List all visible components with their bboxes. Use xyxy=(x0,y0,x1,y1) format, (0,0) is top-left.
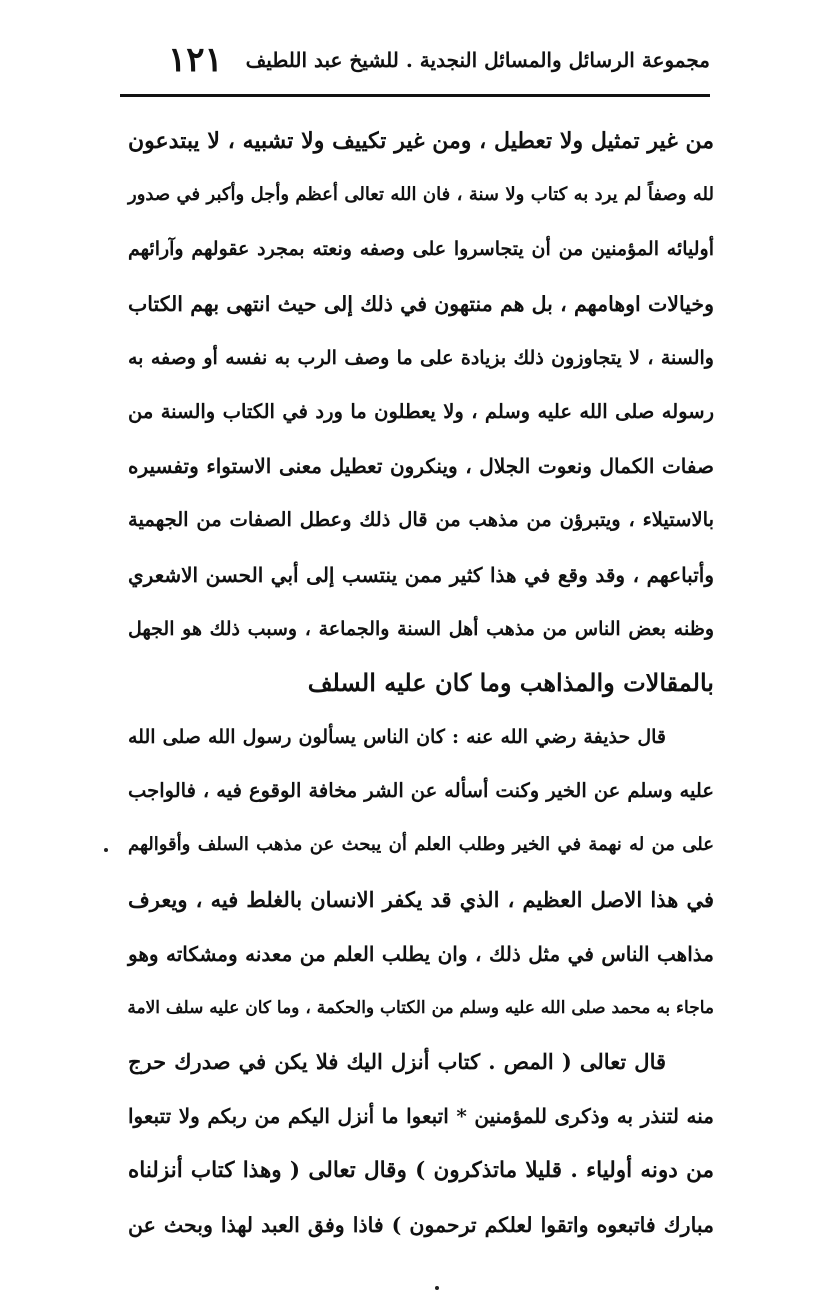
paragraph-3 xyxy=(128,1035,714,1252)
text-line: قال تعالى ( المص . كتاب أنزل اليك فلا يكن في صدرك حرج xyxy=(128,1049,666,1075)
text-line: منه لتنذر به وذكرى للمؤمنين * اتبعوا ما أنزل اليكم من ربكم ولا تتبعوا xyxy=(128,1104,714,1129)
text-line: على من له نهمة في الخير وطلب العلم أن يبحث عن مذهب السلف وأقوالهم xyxy=(128,834,714,856)
text-line: بالمقالات والمذاهب وما كان عليه السلف xyxy=(307,667,714,697)
text-line: من دونه أولياء . قليلا ماتذكرون ) وقال تعالى ( وهذا كتاب أنزلناه xyxy=(128,1157,714,1183)
paragraph-2 xyxy=(128,710,714,1035)
text-line: مذاهب الناس في مثل ذلك ، وان يطلب العلم من معدنه ومشكاته وهو xyxy=(128,941,714,966)
text-line: صفات الكمال ونعوت الجلال ، وينكرون تعطيل معنى الاستواء وتفسيره xyxy=(128,454,714,479)
print-speck xyxy=(435,1286,439,1290)
text-line: رسوله صلى الله عليه وسلم ، ولا يعطلون ما ورد في الكتاب والسنة من xyxy=(128,399,714,423)
text-line: لله وصفاً لم يرد به كتاب ولا سنة ، فان الله تعالى أعظم وأجل وأكبر في صدور xyxy=(128,184,714,206)
running-head: مجموعة الرسائل والمسائل النجدية . للشيخ عبد اللطيف xyxy=(245,48,710,72)
text-line: ماجاء به محمد صلى الله عليه وسلم من الكتاب والحكمة ، وما كان عليه سلف الامة xyxy=(127,998,714,1018)
page-header xyxy=(120,40,710,97)
paragraph-1 xyxy=(128,114,714,710)
text-line: وخيالات اوهامهم ، بل هم منتهون في ذلك إلى حيث انتهى بهم الكتاب xyxy=(128,291,714,316)
page-number: ١٢١ xyxy=(168,40,223,80)
text-line: في هذا الاصل العظيم ، الذي قد يكفر الانسان بالغلط فيه ، ويعرف xyxy=(128,886,714,912)
print-speck xyxy=(104,848,108,852)
text-line: عليه وسلم عن الخير وكنت أسأله عن الشر مخافة الوقوع فيه ، فالواجب xyxy=(128,779,714,803)
body-text xyxy=(128,114,714,1252)
text-line: بالاستيلاء ، ويتبرؤن من مذهب من قال ذلك وعطل الصفات من الجهمية xyxy=(128,508,714,532)
text-line: وأتباعهم ، وقد وقع في هذا كثير ممن ينتسب إلى أبي الحسن الاشعري xyxy=(128,562,714,587)
text-line: مبارك فاتبعوه واتقوا لعلكم ترحمون ) فاذا وفق العبد لهذا وبحث عن xyxy=(128,1212,714,1237)
text-line: قال حذيفة رضي الله عنه : كان الناس يسألون رسول الله صلى الله xyxy=(128,726,666,749)
text-line: والسنة ، لا يتجاوزون ذلك بزيادة على ما وصف الرب به نفسه أو وصفه به xyxy=(128,346,714,369)
text-line: وظنه بعض الناس من مذهب أهل السنة والجماعة ، وسبب ذلك هو الجهل xyxy=(128,617,714,640)
text-line: من غير تمثيل ولا تعطيل ، ومن غير تكييف ولا تشبيه ، لا يبتدعون xyxy=(128,128,714,154)
text-line: أوليائه المؤمنين من أن يتجاسروا على وصفه ونعته بمجرد عقولهم وآرائهم xyxy=(128,238,714,261)
